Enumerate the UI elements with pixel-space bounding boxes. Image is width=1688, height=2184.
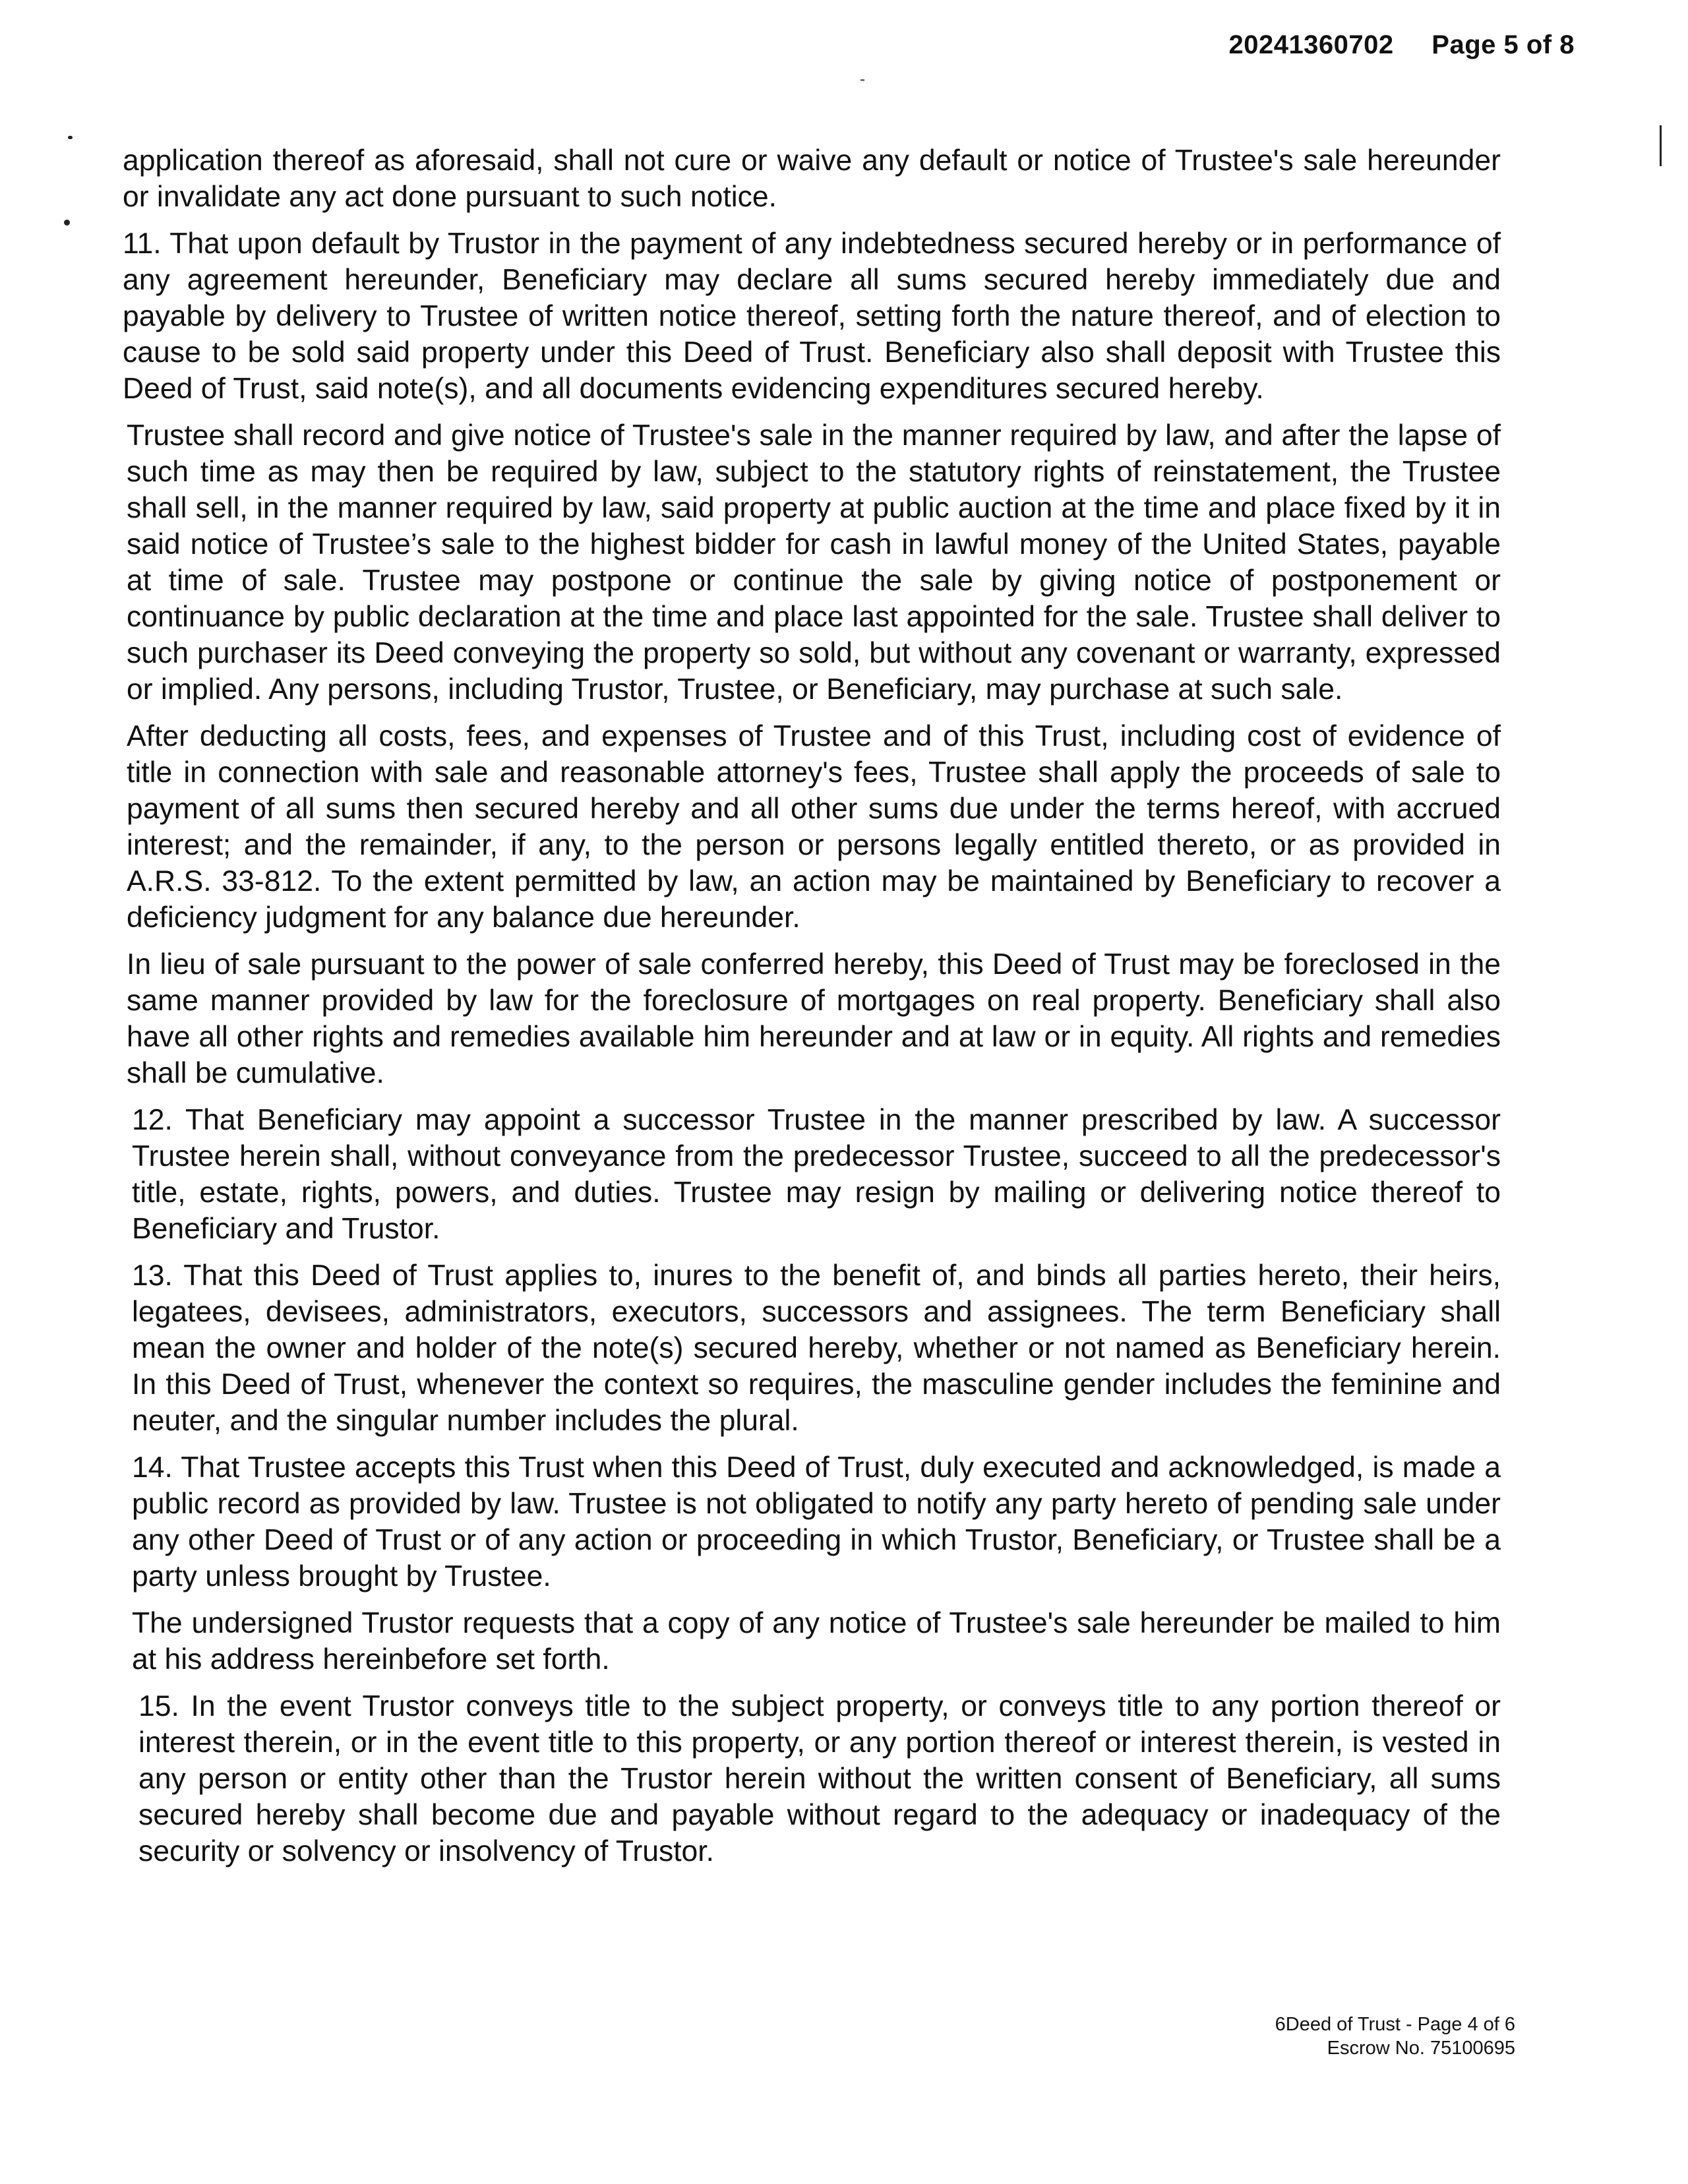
paragraph-continuation: application thereof as aforesaid, shall not cure or waive any default or notice of Trustee's sale hereunder or invalidate any act done pursuant to such notice. — [123, 144, 1501, 213]
clause-13: 13. That this Deed of Trust applies to, inures to the benefit of, and binds all parties hereto, their heirs, legatees, devisees, administrators, executors, successors and assignees. The term Beneficiary shall mean the owner and holder of the note(s) secured hereby, whether or not named as Beneficiary herein. In this Deed of Trust, whenever the context so requires, the masculine gender includes the feminine and neuter, and the singular number includes the plural. — [132, 1259, 1501, 1437]
scan-artifact-dot — [68, 136, 73, 139]
paragraph-proceeds: After deducting all costs, fees, and expenses of Trustee and of this Trust, including cost of evidence of title in connection with sale and reasonable attorney's fees, Trustee shall apply the proceeds of sale to payment of all sums then secured hereby and all other sums due under the terms hereof, with accrued interest; and the remainder, if any, to the person or persons legally entitled thereto, or as provided in A.R.S. 33-812. To the extent permitted by law, an action may be maintained by Beneficiary to recover a deficiency judgment for any balance due hereunder. — [127, 720, 1501, 934]
paragraph-foreclosure: In lieu of sale pursuant to the power of sale conferred hereby, this Deed of Trust may be foreclosed in the same manner provided by law for the foreclosure of mortgages on real property. Beneficiary shall also have all other rights and remedies available him hereunder and at law or in equity. All rights and remedies shall be cumulative. — [127, 948, 1501, 1089]
scan-artifact-bar — [1660, 125, 1662, 166]
scan-artifact-tick — [860, 79, 864, 81]
paragraph-notice-request: The undersigned Trustor requests that a copy of any notice of Trustee's sale hereunder be mailed to him at his address hereinbefore set forth. — [132, 1607, 1501, 1676]
page-indicator: Page 5 of 8 — [1432, 30, 1575, 59]
clause-12: 12. That Beneficiary may appoint a successor Trustee in the manner prescribed by law. A successor Trustee herein shall, without conveyance from the predecessor Trustee, succeed to all the predecessor's title, estate, rights, powers, and duties. Trustee may resign by mailing or delivering notice thereof to Beneficiary and Trustor. — [132, 1104, 1501, 1245]
document-number: 20241360702 — [1228, 30, 1394, 59]
page-footer — [1275, 2013, 1515, 2060]
scan-artifact-dot — [64, 220, 70, 226]
paragraph-trustee-sale: Trustee shall record and give notice of Trustee's sale in the manner required by law, and after the lapse of such time as may then be required by law, subject to the statutory rights of reinstatement, the Trustee shall sell, in the manner required by law, said property at public auction at the time and place fixed by it in said notice of Trustee’s sale to the highest bidder for cash in lawful money of the United States, payable at time of sale. Trustee may postpone or continue the sale by giving notice of postponement or continuance by public declaration at the time and place last appointed for the sale. Trustee shall deliver to such purchaser its Deed conveying the property so sold, but without any covenant or warranty, expressed or implied. Any persons, including Trustor, Trustee, or Beneficiary, may purchase at such sale. — [127, 419, 1501, 706]
clause-11: 11. That upon default by Trustor in the payment of any indebtedness secured hereby or in performance of any agreement hereunder, Beneficiary may declare all sums secured hereby immediately due and payable by delivery to Trustee of written notice thereof, setting forth the nature thereof, and of election to cause to be sold said property under this Deed of Trust. Beneficiary also shall deposit with Trustee this Deed of Trust, said note(s), and all documents evidencing expenditures secured hereby. — [123, 228, 1501, 405]
form-page-label: 6Deed of Trust - Page 4 of 6 — [1275, 2014, 1515, 2035]
escrow-number: Escrow No. 75100695 — [1327, 2038, 1515, 2059]
clause-14: 14. That Trustee accepts this Trust when this Deed of Trust, duly executed and acknowledged, is made a public record as provided by law. Trustee is not obligated to notify any party hereto of pending sale under any other Deed of Trust or of any action or proceeding in which Trustor, Beneficiary, or Trustee shall be a party unless brought by Trustee. — [132, 1451, 1501, 1592]
document-body — [123, 142, 1501, 1880]
clause-15: 15. In the event Trustor conveys title to the subject property, or conveys title to any portion thereof or interest therein, or in the event title to this property, or any portion thereof or interest therein, is vested in any person or entity other than the Trustor herein without the written consent of Beneficiary, all sums secured hereby shall become due and payable without regard to the adequacy or inadequacy of the security or solvency or insolvency of Trustor. — [138, 1690, 1501, 1867]
recording-header — [1228, 30, 1575, 60]
